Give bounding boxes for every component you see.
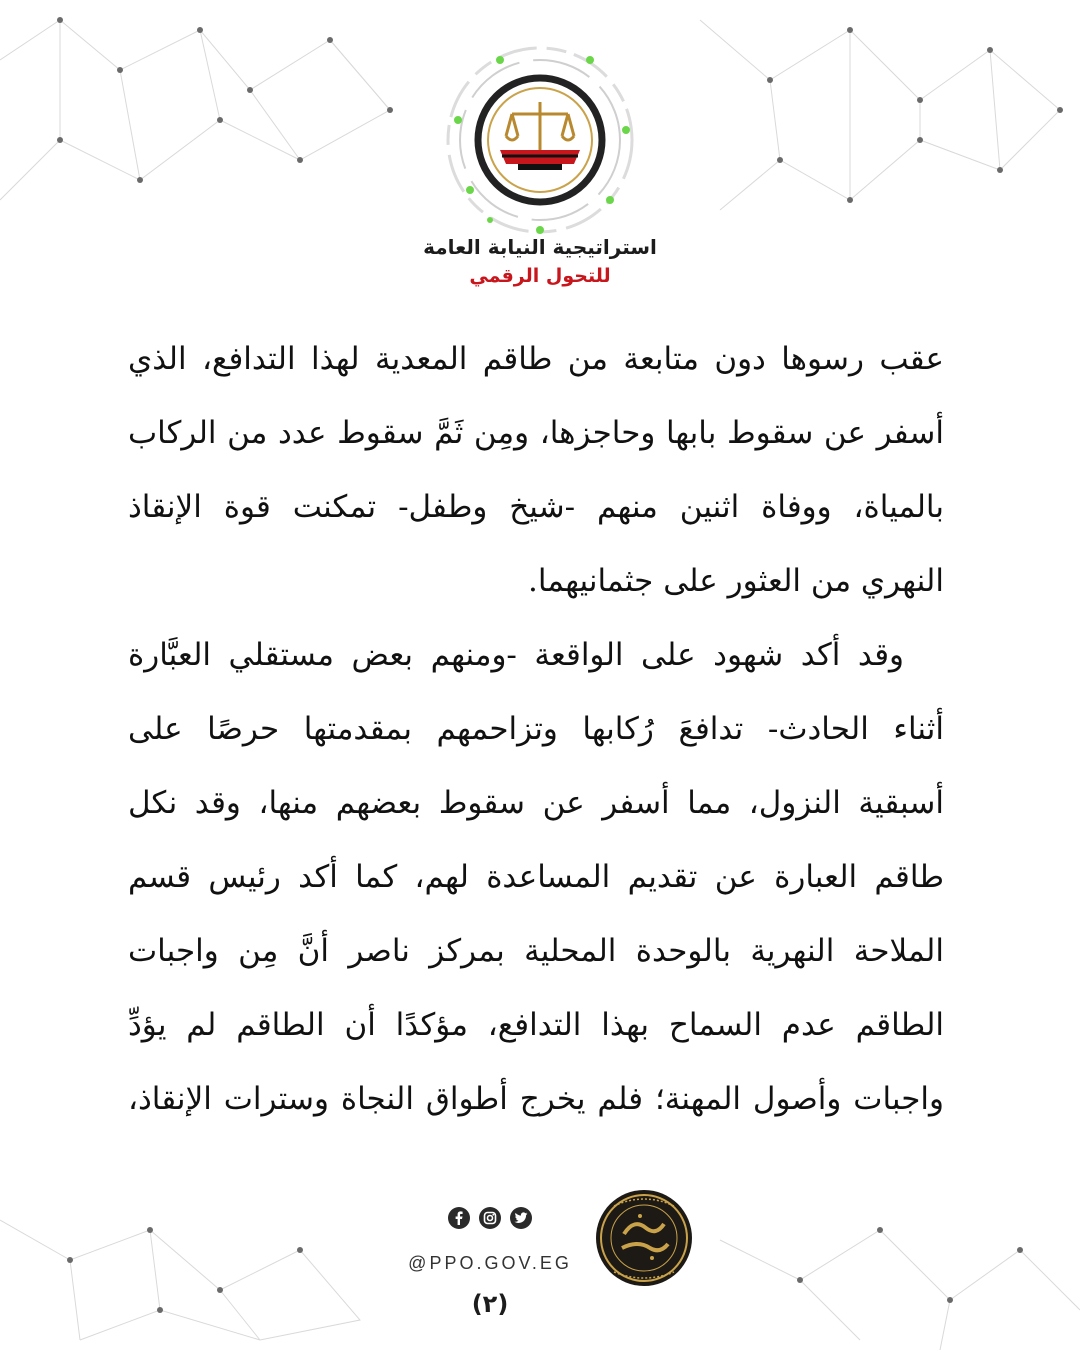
text-line: بالمياة، ووفاة اثنين منهم -شيخ وطفل- تمكنت قوة الإنقاذ: [128, 489, 944, 525]
text-line: أسفر عن سقوط بابها وحاجزها، ومِن ثَمَّ سقوط عدد من الركاب: [128, 415, 944, 451]
text-line: النهري من العثور على جثمانيهما.: [527, 563, 944, 599]
twitter-icon[interactable]: [510, 1207, 532, 1229]
page-number: (٢): [471, 1290, 509, 1318]
paragraph: [128, 322, 944, 618]
text-line: الطاقم عدم السماح بهذا التدافع، مؤكدًا أن الطاقم لم يؤدِّ: [128, 1007, 944, 1043]
instagram-icon[interactable]: [479, 1207, 501, 1229]
heading-title: استراتيجية النيابة العامة: [423, 235, 657, 259]
text-line: أسبقية النزول، مما أسفر عن سقوط بعضهم منها، وقد نكل: [128, 785, 944, 821]
text-line: أثناء الحادث- تدافعَ رُكابها وتزاحمهم بمقدمتها حرصًا على: [128, 711, 944, 747]
website-handle[interactable]: @PPO.GOV.EG: [408, 1253, 572, 1273]
text-line: الملاحة النهرية بالوحدة المحلية بمركز ناصر أنَّ مِن واجبات: [128, 933, 944, 969]
text-line: وقد أكد شهود على الواقعة -ومنهم بعض مستقلي العبَّارة: [128, 637, 904, 673]
heading: [340, 232, 740, 290]
social-links: [440, 1207, 540, 1229]
heading-subtitle: للتحول الرقمي: [469, 265, 611, 287]
paragraph: [128, 618, 944, 1136]
media-office-badge: [594, 1188, 694, 1288]
article-body: [128, 322, 944, 1136]
facebook-icon[interactable]: [448, 1207, 470, 1229]
text-line: واجبات وأصول المهنة؛ فلم يخرج أطواق النجاة وسترات الإنقاذ،: [128, 1081, 944, 1117]
prosecution-logo: [440, 40, 640, 240]
text-line: طاقم العبارة عن تقديم المساعدة لهم، كما أكد رئيس قسم: [128, 859, 944, 895]
text-line: عقب رسوها دون متابعة من طاقم المعدية لهذا التدافع، الذي: [128, 341, 944, 377]
